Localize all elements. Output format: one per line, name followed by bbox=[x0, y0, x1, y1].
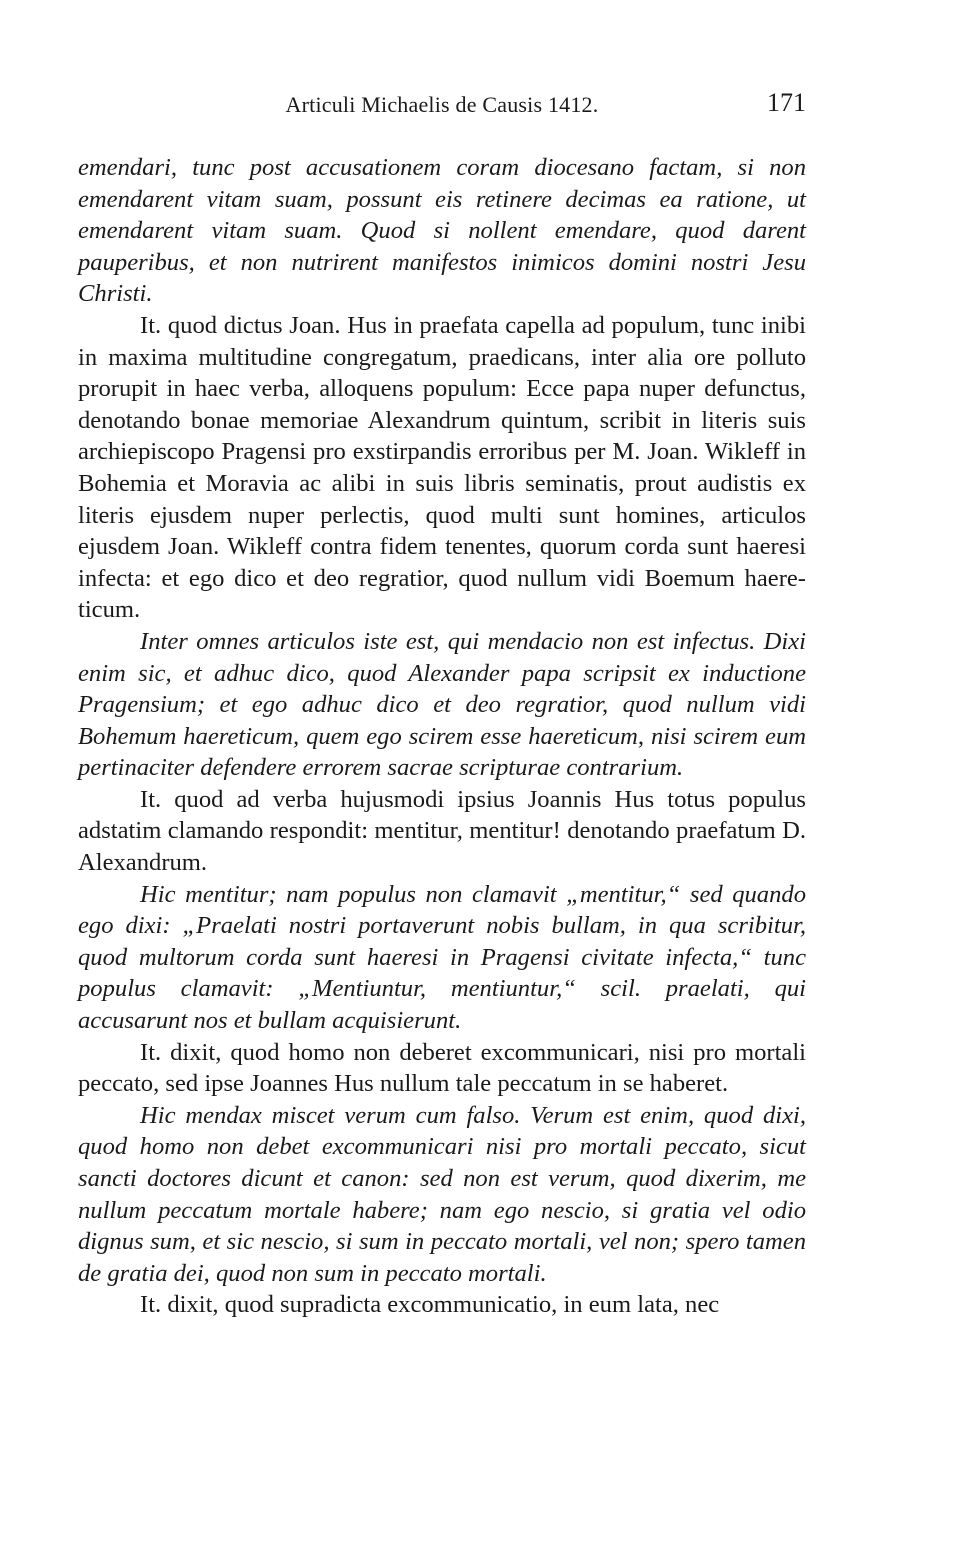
paragraph-1: emendari, tunc post accusationem coram diocesano factam, si non emendarent vitam suam, possunt eis retinere decimas ea ratione, ut emendarent vitam suam. Quod si nollent emendare, quod darent pauperibus, et non nutrirent manifestos inimicos domini nostri Jesu Christi. bbox=[78, 154, 806, 308]
paragraph-5: Hic mentitur; nam populus non clamavit „mentitur,“ sed quando ego dixi: „Praelati nostri portaverunt nobis bullam, in qua scribitur, quod multorum corda sunt haeresi in Pragensi civitate infecta,“ tunc populus clamavit: „Mentiuntur, mentiuntur,“ scil. praelati, qui accusarunt nos et bullam acquisierunt. bbox=[78, 880, 806, 1035]
paragraph-2: It. quod dictus Joan. Hus in praefata capella ad populum, tunc inibi in maxima multitudine congregatum, praedicans, inter alia ore polluto prorupit in haec verba, alloquens populum: Ecce papa nuper defunctus, denotando bonae memoriae Alexandrum quintum, scribit in literis suis archiepiscopo Pragensi pro exstirpandis erroribus per M. Joan. Wikleff in Bohemia et Moravia ac alibi in suis libris seminatis, prout audistis ex literis ejusdem nuper perlectis, quod multi sunt homines, articulos ejusdem Joan. Wikleff contra fidem tenentes, quorum corda sunt haeresi infecta: et ego dico et deo regratior, quod nullum vidi Boemum haereticum. bbox=[78, 311, 806, 624]
paragraph-6: It. dixit, quod homo non deberet excommunicari, nisi pro mortali peccato, sed ipse Joannes Hus nullum tale peccatum in se haberet. bbox=[78, 1038, 806, 1098]
paragraph-4: It. quod ad verba hujusmodi ipsius Joannis Hus totus populus adstatim clamando respondit: mentitur, mentitur! denotando praefatum D. Alexandrum. bbox=[78, 785, 806, 877]
body-text bbox=[78, 152, 806, 1321]
page-number: 171 bbox=[767, 88, 806, 117]
running-title: Articuli Michaelis de Causis 1412. bbox=[285, 92, 599, 117]
running-head bbox=[78, 88, 806, 128]
paragraph-7: Hic mendax miscet verum cum falso. Verum est enim, quod dixi, quod homo non debet excommunicari nisi pro mortali peccato, sicut sancti doctores dicunt et canon: sed non est verum, quod dixerim, me nullum peccatum mortale habere; nam ego nescio, si gratia vel odio dignus sum, et sic nescio, si sum in peccato mortali, vel non; spero tamen de gratia dei, quod non sum in peccato mortali. bbox=[78, 1101, 806, 1287]
paragraph-8: It. dixit, quod supradicta excommunicatio, in eum lata, nec bbox=[140, 1291, 720, 1319]
paragraph-3: Inter omnes articulos iste est, qui mendacio non est infectus. Dixi enim sic, et adhuc dico, quod Alexander papa scripsit ex inductione Pragensium; et ego adhuc dico et deo regratior, quod nullum vidi Bohemum haereticum, quem ego scirem esse haereticum, nisi scirem eum pertinaciter defendere errorem sacrae scripturae contrarium. bbox=[78, 627, 806, 782]
